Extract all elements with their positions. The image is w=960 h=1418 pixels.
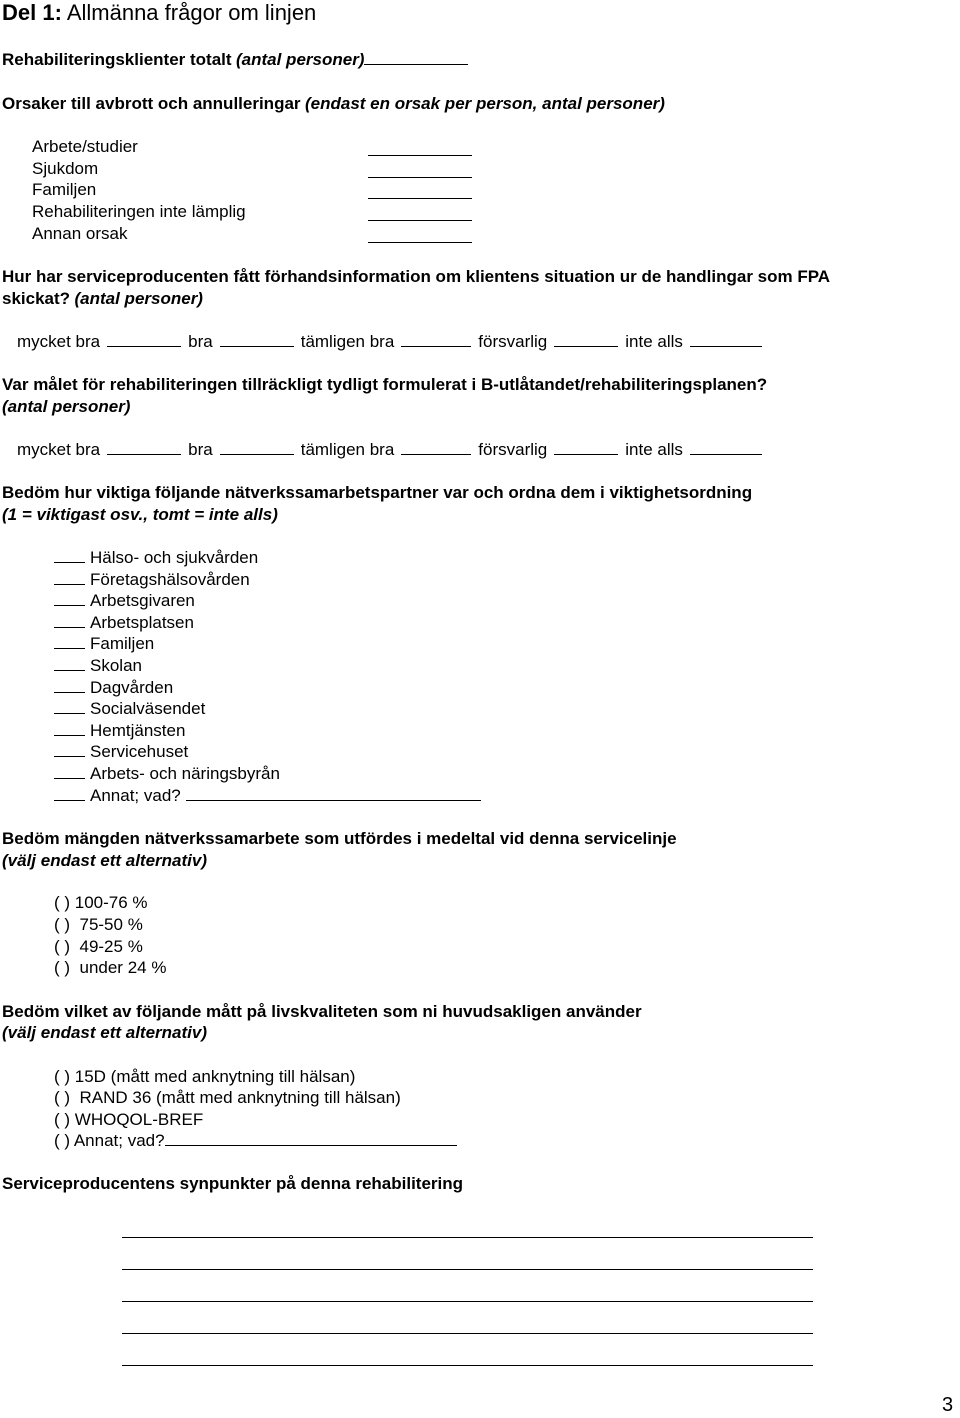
reason-item: Sjukdom	[32, 159, 99, 178]
partner-label: Familjen	[90, 634, 155, 653]
scale-field[interactable]	[107, 453, 181, 455]
partner-rank-field[interactable]	[54, 755, 85, 757]
total-field[interactable]	[364, 63, 468, 65]
scale-field[interactable]	[220, 453, 294, 455]
scale-label: försvarlig	[478, 332, 548, 351]
reason-item: Rehabiliteringen inte lämplig	[32, 202, 246, 221]
page-title	[2, 0, 316, 26]
scale-field[interactable]	[690, 453, 762, 455]
reason-field[interactable]	[368, 155, 472, 156]
partner-label: Servicehuset	[90, 742, 189, 761]
quality-other-field[interactable]	[165, 1144, 457, 1146]
quality-option[interactable]: ( ) WHOQOL-BREF	[54, 1110, 204, 1129]
partner-rank-field[interactable]	[54, 691, 85, 693]
scale-field[interactable]	[554, 345, 618, 347]
scale-label: bra	[188, 440, 213, 459]
partner-other-field[interactable]	[186, 799, 481, 801]
question-quality-line1: Bedöm vilket av följande mått på livskvaliteten som ni huvudsakligen använder	[2, 1002, 642, 1021]
partner-item	[54, 786, 481, 806]
partner-rank-field[interactable]	[54, 583, 85, 585]
section-label: Del 1:	[2, 0, 62, 25]
question-quality-line2: (välj endast ett alternativ)	[2, 1023, 208, 1042]
partner-rank-field[interactable]	[54, 561, 85, 563]
scale-field[interactable]	[690, 345, 762, 347]
question-info-line1: Hur har serviceproducenten fått förhandsinformation om klientens situation ur de handlingar som FPA	[2, 267, 831, 286]
scale-field[interactable]	[220, 345, 294, 347]
amount-option[interactable]: ( ) 100-76 %	[54, 893, 148, 912]
page-number: 3	[942, 1394, 954, 1416]
comment-line[interactable]	[122, 1237, 813, 1238]
partner-rank-field[interactable]	[54, 712, 85, 714]
question-goal-line1: Var målet för rehabiliteringen tillräckligt tydligt formulerat i B-utlåtandet/rehabiliteringsplanen?	[2, 375, 768, 394]
partner-item	[54, 764, 280, 784]
reason-field[interactable]	[368, 242, 472, 243]
question-comments: Serviceproducentens synpunkter på denna rehabilitering	[2, 1174, 464, 1193]
question-amount-line1: Bedöm mängden nätverkssamarbete som utfördes i medeltal vid denna servicelinje	[2, 829, 677, 848]
quality-option[interactable]: ( ) 15D (mått med anknytning till hälsan)	[54, 1067, 356, 1086]
partner-label: Arbets- och näringsbyrån	[90, 764, 280, 783]
reason-item: Familjen	[32, 180, 97, 199]
scale-label: tämligen bra	[300, 332, 395, 351]
amount-option[interactable]: ( ) 75-50 %	[54, 915, 143, 934]
partner-item	[54, 742, 188, 762]
partner-item	[54, 613, 194, 633]
partner-label: Dagvården	[90, 678, 174, 697]
partner-item	[54, 656, 142, 676]
partner-item	[54, 548, 258, 568]
question-amount-line2: (välj endast ett alternativ)	[2, 851, 208, 870]
partner-label: Socialväsendet	[90, 699, 206, 718]
rating-scale	[17, 332, 769, 352]
amount-option[interactable]: ( ) 49-25 %	[54, 937, 143, 956]
reason-field[interactable]	[368, 220, 472, 221]
reason-field[interactable]	[368, 177, 472, 178]
scale-label: försvarlig	[478, 440, 548, 459]
partner-rank-field[interactable]	[54, 777, 85, 779]
comment-line[interactable]	[122, 1301, 813, 1302]
partner-rank-field[interactable]	[54, 647, 85, 649]
question-total: Rehabiliteringsklienter totalt (antal personer)	[2, 50, 468, 70]
reason-item: Arbete/studier	[32, 137, 138, 156]
scale-field[interactable]	[401, 453, 471, 455]
partner-label: Företagshälsovården	[90, 570, 250, 589]
partner-item	[54, 570, 250, 590]
question-partners-line1: Bedöm hur viktiga följande nätverkssamarbetspartner var och ordna dem i viktighetsordning	[2, 483, 753, 502]
partner-label: Skolan	[90, 656, 142, 675]
question-reasons: Orsaker till avbrott och annulleringar (endast en orsak per person, antal personer)	[2, 94, 665, 113]
comment-line[interactable]	[122, 1333, 813, 1334]
scale-label: mycket bra	[17, 440, 101, 459]
question-info-line2: skickat? (antal personer)	[2, 289, 203, 308]
quality-option[interactable]: ( ) Annat; vad?	[54, 1131, 457, 1151]
comment-line[interactable]	[122, 1365, 813, 1366]
partner-item	[54, 721, 185, 741]
section-title: Allmänna frågor om linjen	[66, 0, 317, 25]
partner-rank-field[interactable]	[54, 604, 85, 606]
scale-label: inte alls	[625, 332, 683, 351]
scale-label: mycket bra	[17, 332, 101, 351]
partner-label: Hälso- och sjukvården	[90, 548, 259, 567]
partner-label: Arbetsplatsen	[90, 613, 194, 632]
scale-field[interactable]	[554, 453, 618, 455]
partner-item	[54, 678, 173, 698]
scale-label: inte alls	[625, 440, 683, 459]
partner-rank-field[interactable]	[54, 799, 85, 801]
reason-item: Annan orsak	[32, 224, 128, 243]
reason-field[interactable]	[368, 198, 472, 199]
partner-label: Arbetsgivaren	[90, 591, 195, 610]
amount-option[interactable]: ( ) under 24 %	[54, 958, 167, 977]
partner-label: Annat; vad?	[90, 786, 181, 805]
scale-label: tämligen bra	[300, 440, 395, 459]
question-partners-line2: (1 = viktigast osv., tomt = inte alls)	[2, 505, 278, 524]
partner-item	[54, 591, 195, 611]
scale-field[interactable]	[107, 345, 181, 347]
partner-item	[54, 699, 205, 719]
partner-rank-field[interactable]	[54, 669, 85, 671]
rating-scale	[17, 440, 769, 460]
scale-label: bra	[188, 332, 213, 351]
scale-field[interactable]	[401, 345, 471, 347]
partner-rank-field[interactable]	[54, 734, 85, 736]
question-goal-line2: (antal personer)	[2, 397, 131, 416]
partner-rank-field[interactable]	[54, 626, 85, 628]
partner-label: Hemtjänsten	[90, 721, 186, 740]
quality-option[interactable]: ( ) RAND 36 (mått med anknytning till hälsan)	[54, 1088, 401, 1107]
comment-line[interactable]	[122, 1269, 813, 1270]
partner-item	[54, 634, 154, 654]
